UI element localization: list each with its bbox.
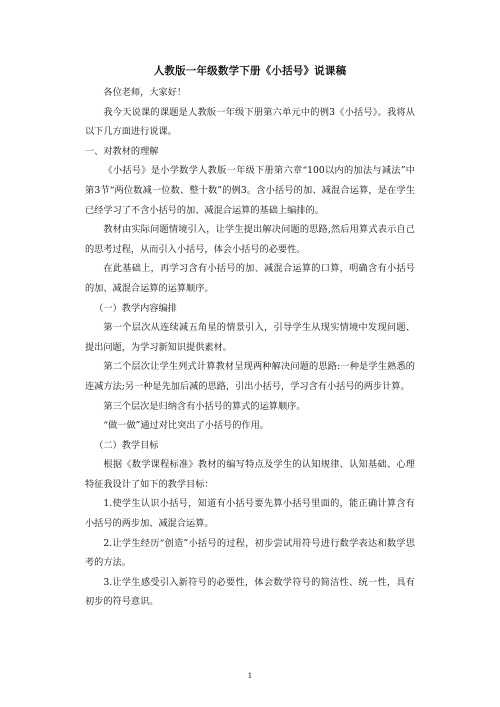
paragraph-level-one: 第一个层次从连续减五角星的情景引入，引导学生从现实情境中发现问题、提出问题，为学习新知识提供素材。 (85, 322, 415, 353)
paragraph-level-two: 第二个层次让学生列式计算教材呈现两种解决问题的思路:一种是学生熟悉的连减方法;另一种是先加后减的思路，引出小括号，学习含有小括号的两步计算。 (85, 361, 415, 392)
paragraph-level-three: 第三个层次是归纳含有小括号的算式的运算顺序。 (103, 400, 306, 412)
document-body (85, 83, 415, 612)
subheading-teaching-goals: （二）教学目标 (94, 439, 159, 451)
paragraph-goal-two: 2.让学生经历“创造”小括号的过程，初步尝试用符号进行数学表达和数学思考的方法。 (85, 537, 415, 569)
paragraph-goal-one: 1.使学生认识小括号，知道有小括号要先算小括号里面的，能正确计算含有小括号的两步加、减混合运算。 (85, 498, 415, 530)
section-heading-textbook: 一、对教材的理解 (85, 145, 159, 157)
paragraph-goal-three: 3.让学生感受引入新符号的必要性，体会数学符号的简洁性、统一性，具有初步的符号意识。 (85, 576, 415, 608)
paragraph-greeting: 各位老师，大家好！ (103, 87, 187, 98)
paragraph-textbook-introduction: 教材由实际问题情境引入，让学生提出解决问题的思路,然后用算式表示自己的思考过程，从而引入小括号，体会小括号的必要性。 (85, 224, 415, 255)
subheading-content-arrangement: （一）教学内容编排 (94, 302, 177, 314)
paragraph-textbook-basis: 在此基础上，再学习含有小括号的加、减混合运算的口算，明确含有小括号的加、减混合运算的运算顺序。 (85, 263, 415, 294)
paragraph-textbook-position: 《小括号》是小学数学人教版一年级下册第六章“100以内的加法与减法”中第3节“两位数减一位数、整十数”的例3。含小括号的加、减混合运算，是在学生已经学习了不含小括号的加、减混合运算的基础上编排的。 (85, 165, 415, 216)
paragraph-goals-basis: 根据《数学课程标准》教材的编写特点及学生的认知规律、认知基础、心理特征我设计了如下的教学目标： (85, 459, 415, 490)
page-number: 1 (247, 672, 253, 680)
document-title: 人教版一年级数学下册《小括号》说课稿 (153, 65, 347, 77)
paragraph-intro: 我今天说课的课题是人教版一年级下册第六单元中的例3《小括号》。我将从以下几方面进行说课。 (85, 106, 415, 138)
paragraph-do-one: “做一做”通过对比突出了小括号的作用。 (103, 420, 269, 432)
